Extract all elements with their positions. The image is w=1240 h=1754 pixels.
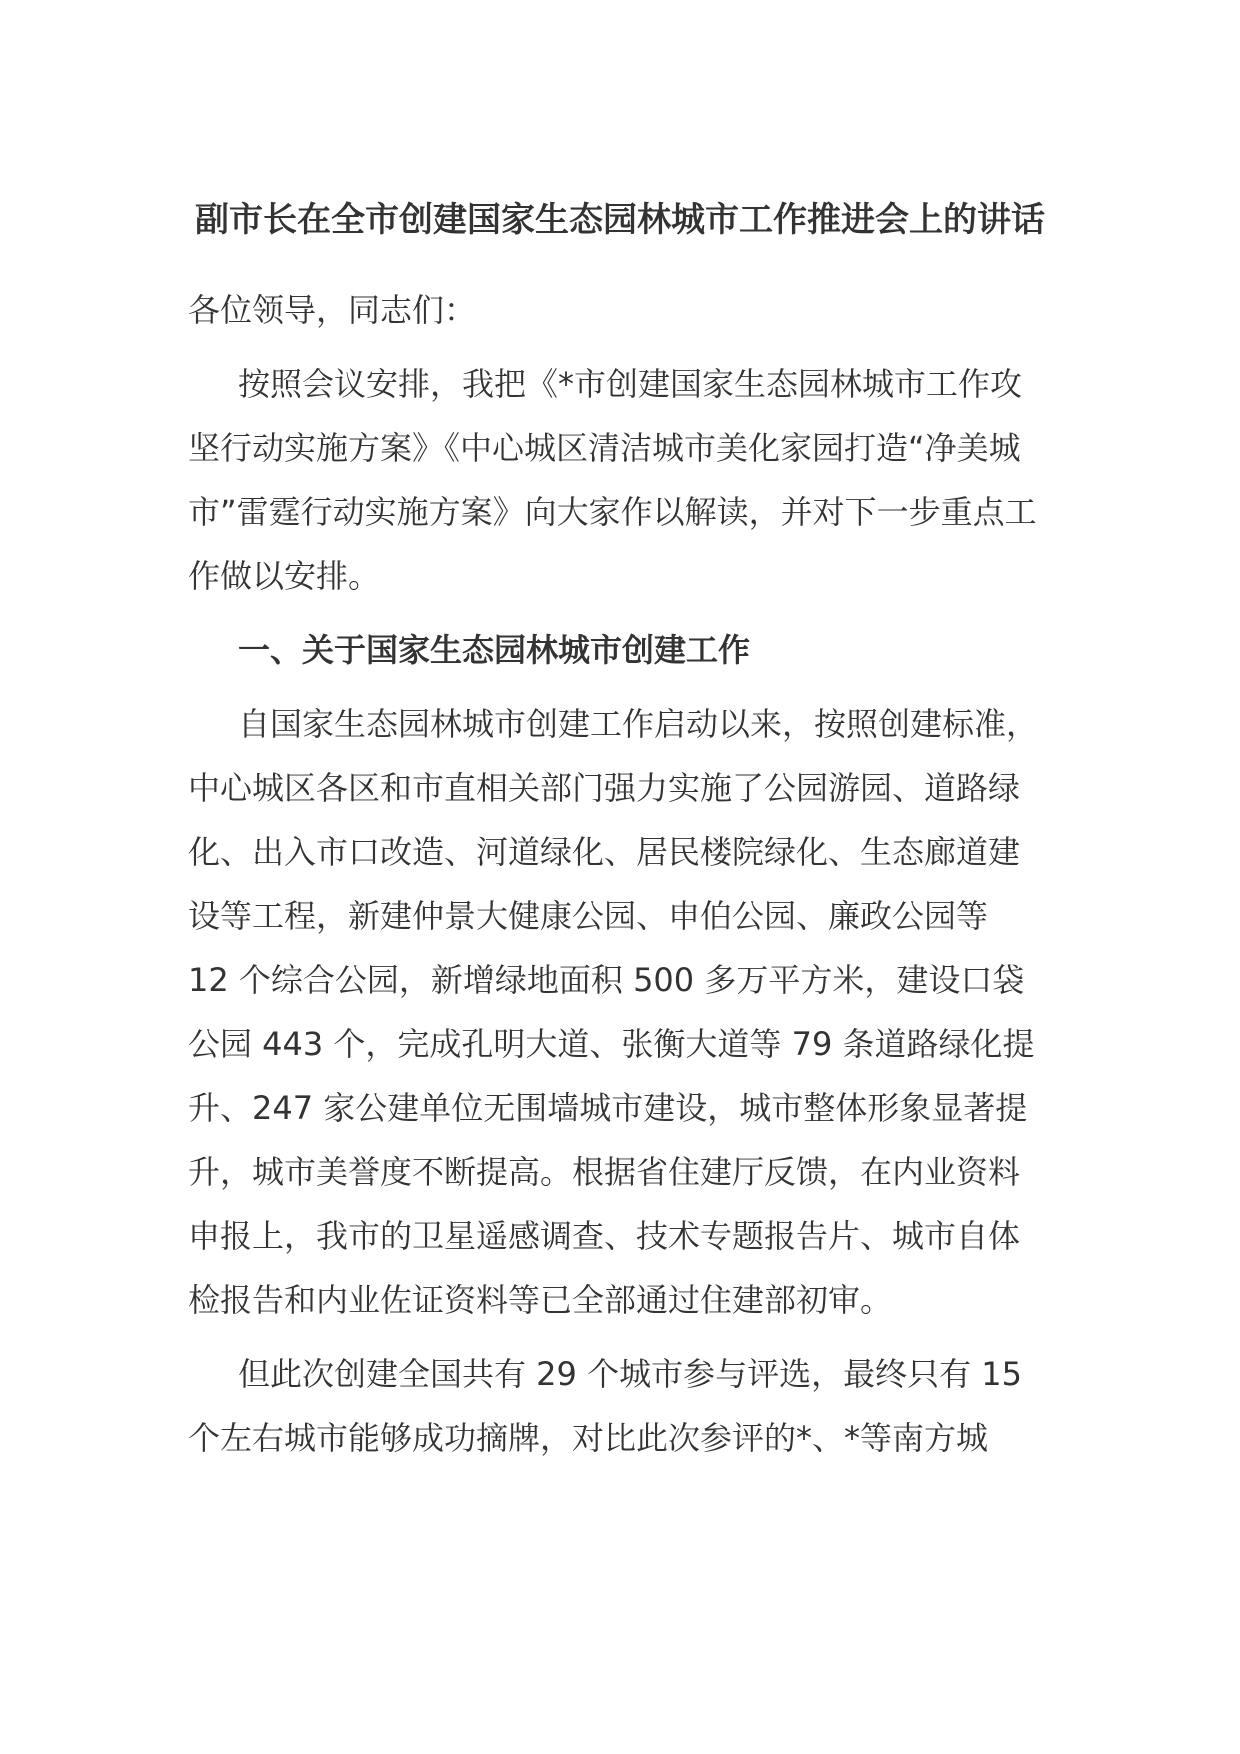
document-title: 副市长在全市创建国家生态园林城市工作推进会上的讲话 <box>195 200 1045 240</box>
intro-paragraph: 按照会议安排，我把《*市创建国家生态园林城市工作攻坚行动实施方案》《中心城区清洁城市美化家园打造“净美城市”雷霆行动实施方案》向大家作以解读，并对下一步重点工作做以安排。 <box>188 365 1037 595</box>
salutation: 各位领导，同志们： <box>188 291 477 329</box>
document-body <box>188 278 1038 1480</box>
section-heading: 一、关于国家生态园林城市创建工作 <box>238 631 751 669</box>
body-paragraph: 自国家生态园林城市创建工作启动以来，按照创建标准，中心城区各区和市直相关部门强力实施了公园游园、道路绿化、出入市口改造、河道绿化、居民楼院绿化、生态廊道建设等工程，新建仲景大健康公园、申伯公园、廉政公园等 12 个综合公园，新增绿地面积 500 多万平方米，建设口袋公园 443 个，完成孔明大道、张衡大道等 79 条道路绿化提升、247 家公建单位无围墙城市建设，城市整体形象显著提升，城市美誉度不断提高。根据省住建厅反馈，在内业资料申报上，我市的卫星遥感调查、技术专题报告片、城市自体检报告和内业佐证资料等已全部通过住建部初审。 <box>188 705 1039 1319</box>
body-paragraph: 但此次创建全国共有 29 个城市参与评选，最终只有 15 个左右城市能够成功摘牌，对比此次参评的*、*等南方城 <box>188 1355 1022 1457</box>
